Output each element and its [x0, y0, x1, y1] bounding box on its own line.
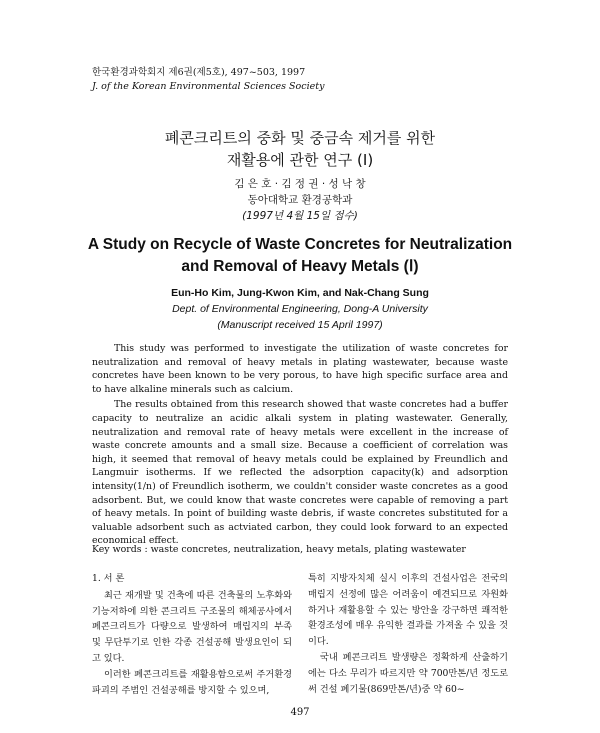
body-paragraph: 특히 지방자치체 실시 이후의 건설사업은 전국의 매립지 선정에 많은 어려움이 예견되므로 자원화하거나 재활용할 수 있는 방안을 강구하면 쾌적한 환경조성에 매우 유익한 결과를 가져올 수 있을 것이다.	[308, 573, 508, 648]
page-number: 497	[290, 707, 310, 718]
korean-title-line1: 폐콘크리트의 중화 및 중금속 제거를 위한	[164, 129, 436, 147]
korean-received-date: (1997년 4월 15일 접수)	[242, 210, 358, 222]
abstract-paragraph-2: The results obtained from this research showed that waste concretes had a buffer capacity to neutralize an acidic alkali system in plating wastewater. Generally, neutralization and removal rate of heavy metals were excellent in the increase of waste concrete amounts and a small size. Because a coefficient of correlation was high, it seemed that removal of heavy metals could be explained by Freundlich and Langmuir isotherms. If we reflected the adsorption capacity(k) and adsorption intensity(1/n) of Freundlich isotherm, we couldn't consider waste concretes as a good adsorbent. But, we could know that waste concretes were capable of removing a part of heavy metals. In point of building waste debris, if waste concretes substituted for a valuable adsorbent such as actviated carbon, they could look forward to an expected economical effect.	[92, 399, 508, 547]
body-column-right	[308, 571, 508, 697]
english-title-line2: and Removal of Heavy Metals (Ⅰ)	[181, 258, 419, 275]
english-received-date: (Manuscript received 15 April 1997)	[217, 319, 383, 331]
korean-author-names: 김 은 호 · 김 정 권 · 성 낙 창	[234, 178, 366, 190]
journal-header	[92, 66, 324, 94]
english-title	[0, 234, 600, 278]
english-authors-block	[0, 285, 600, 333]
english-title-line1: A Study on Recycle of Waste Concretes for Neutralization	[87, 236, 513, 253]
korean-affiliation: 동아대학교 환경공학과	[247, 194, 353, 206]
body-paragraph: 국내 폐콘크리트 발생량은 정확하게 산출하기에는 다소 무리가 따르지만 약 700만톤/년 정도로써 건설 폐기물(869만톤/년)중 약 60~	[308, 651, 508, 695]
body-column-left	[92, 571, 292, 698]
korean-authors-block	[0, 176, 600, 224]
journal-name-en: J. of the Korean Environmental Sciences Society	[92, 81, 325, 92]
korean-title-line2: 재활용에 관한 연구 (Ⅰ)	[226, 151, 374, 169]
english-author-names: Eun-Ho Kim, Jung-Kwon Kim, and Nak-Chang Sung	[171, 287, 429, 299]
journal-citation-ko: 한국환경과학회지 제6권(제5호), 497~503, 1997	[92, 67, 306, 78]
section-heading-introduction: 1. 서 론	[92, 573, 125, 584]
korean-title	[0, 127, 600, 171]
abstract	[92, 342, 508, 550]
english-affiliation: Dept. of Environmental Engineering, Dong-A University	[172, 303, 428, 315]
body-paragraph: 최근 재개발 및 건축에 따른 건축물의 노후화와 기능저하에 의한 콘크리트 구조물의 해체공사에서 폐콘크리트가 다량으로 발생하여 매립지의 부족 및 무단투기로 인한 각종 건설공해 발생요인이 되고 있다.	[92, 589, 292, 664]
abstract-paragraph-1: This study was performed to investigate the utilization of waste concretes for neutralization and removal of heavy metals in plating wastewater, because waste concretes have been known to be very porous, to have high specific surface area and to have alkaline minerals such as calcium.	[92, 343, 508, 395]
body-paragraph: 이러한 폐콘크리트를 재활용함으로써 주거환경파괴의 주범인 건설공해를 방지할 수 있으며,	[92, 668, 292, 696]
keywords: Key words : waste concretes, neutralization, heavy metals, plating wastewater	[92, 544, 466, 555]
